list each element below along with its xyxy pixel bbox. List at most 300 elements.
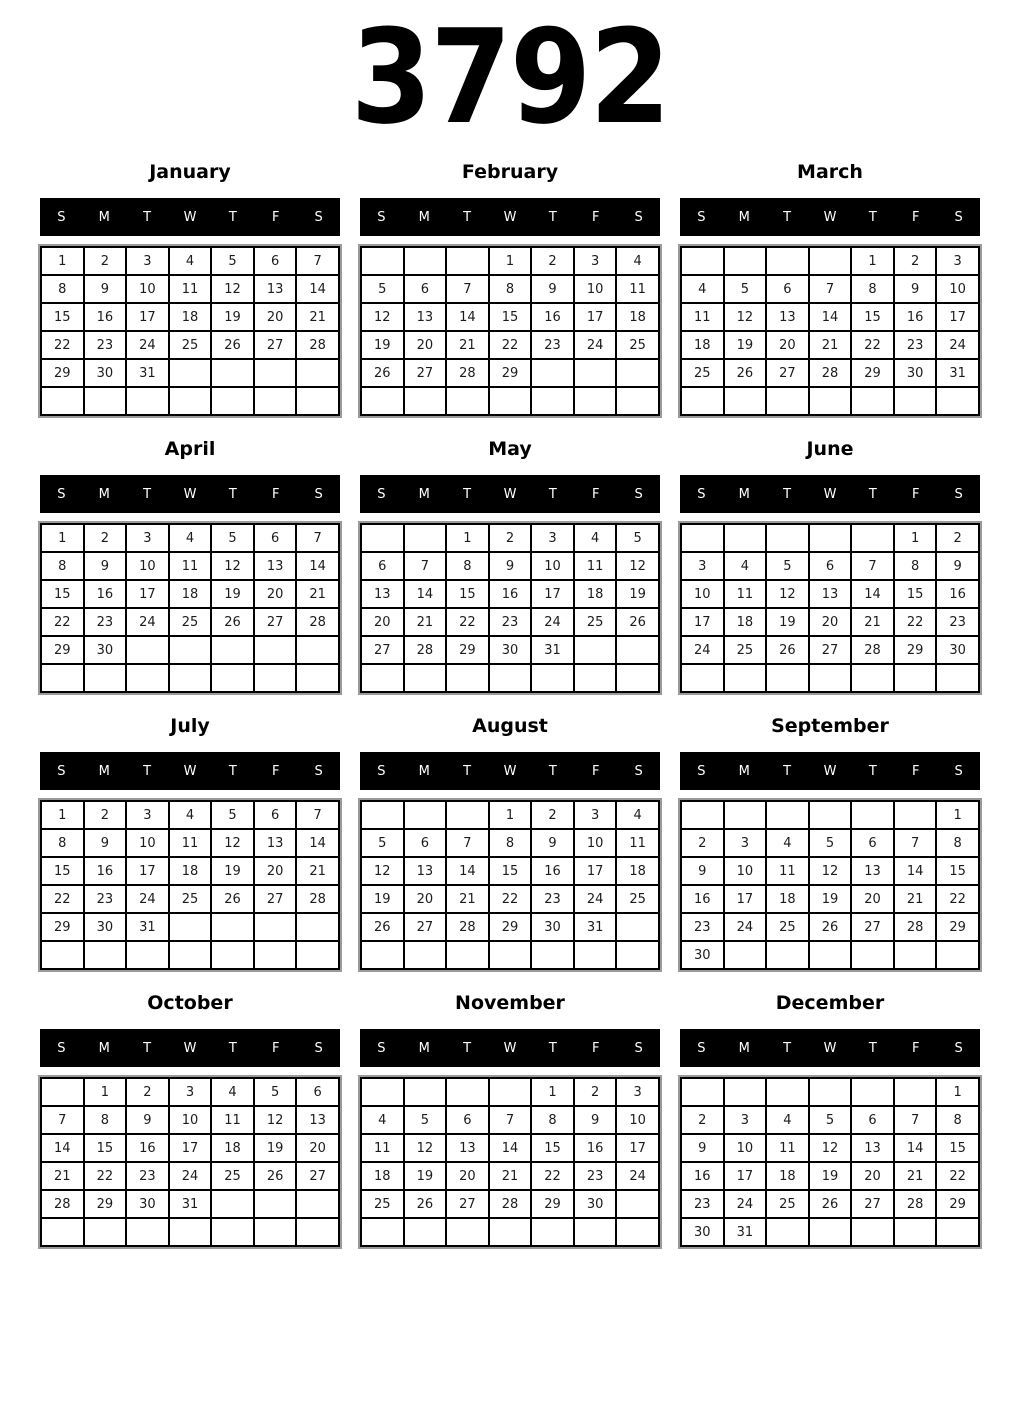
weekday-header <box>40 475 340 513</box>
week-row <box>41 608 339 636</box>
day-cell: 5 <box>724 275 767 303</box>
week-row <box>361 857 659 885</box>
day-cell <box>574 387 617 415</box>
week-row <box>41 1190 339 1218</box>
weekday-label: W <box>503 763 517 779</box>
day-cell: 21 <box>404 608 447 636</box>
day-cell: 3 <box>724 1106 767 1134</box>
week-row <box>361 580 659 608</box>
week-row <box>681 552 979 580</box>
month-title: April <box>164 438 216 460</box>
week-row <box>41 829 339 857</box>
weekday-label: T <box>548 209 557 225</box>
day-cell: 2 <box>681 1106 724 1134</box>
week-row <box>681 303 979 331</box>
weekday-label: S <box>697 209 706 225</box>
day-cell: 6 <box>809 552 852 580</box>
day-cell: 25 <box>616 331 659 359</box>
day-cell: 30 <box>84 913 127 941</box>
day-cell <box>489 1218 532 1246</box>
day-cell: 14 <box>446 857 489 885</box>
weekday-label: T <box>143 1040 152 1056</box>
weekday-label: T <box>143 486 152 502</box>
day-cell <box>169 387 212 415</box>
day-cell: 21 <box>41 1162 84 1190</box>
month-title: December <box>775 992 885 1014</box>
day-cell: 8 <box>41 275 84 303</box>
day-cell <box>851 801 894 829</box>
weekday-label: W <box>823 1040 837 1056</box>
day-cell: 15 <box>41 303 84 331</box>
day-cell: 8 <box>894 552 937 580</box>
day-cell: 22 <box>41 608 84 636</box>
week-row <box>41 524 339 552</box>
weekday-label: M <box>98 1040 110 1056</box>
day-cell <box>724 664 767 692</box>
day-cell: 5 <box>404 1106 447 1134</box>
day-cell <box>211 913 254 941</box>
week-row <box>361 247 659 275</box>
day-cell: 21 <box>894 1162 937 1190</box>
day-cell <box>574 1218 617 1246</box>
day-cell <box>211 387 254 415</box>
weekday-label: S <box>377 209 386 225</box>
day-cell: 13 <box>809 580 852 608</box>
day-cell: 16 <box>126 1134 169 1162</box>
day-cell: 1 <box>531 1078 574 1106</box>
day-cell: 27 <box>254 885 297 913</box>
day-cell <box>809 247 852 275</box>
dates-table <box>40 800 340 970</box>
month-title: March <box>797 161 863 183</box>
weekday-label: M <box>738 763 750 779</box>
week-row <box>41 1106 339 1134</box>
day-cell: 17 <box>724 1162 767 1190</box>
day-cell: 16 <box>681 885 724 913</box>
day-cell: 14 <box>894 1134 937 1162</box>
day-cell: 20 <box>766 331 809 359</box>
weekday-label: T <box>783 486 792 502</box>
day-cell: 11 <box>766 857 809 885</box>
weekday-label: M <box>418 1040 430 1056</box>
weekday-label: S <box>377 763 386 779</box>
day-cell: 30 <box>126 1190 169 1218</box>
day-cell <box>169 1218 212 1246</box>
day-cell: 25 <box>574 608 617 636</box>
day-cell <box>361 247 404 275</box>
day-cell: 9 <box>84 829 127 857</box>
day-cell: 21 <box>296 580 339 608</box>
day-cell <box>169 664 212 692</box>
day-cell: 22 <box>41 885 84 913</box>
day-cell: 6 <box>254 801 297 829</box>
day-cell: 2 <box>531 247 574 275</box>
day-cell: 28 <box>41 1190 84 1218</box>
day-cell <box>809 1078 852 1106</box>
day-cell: 18 <box>574 580 617 608</box>
weekday-label: T <box>548 763 557 779</box>
day-cell: 29 <box>851 359 894 387</box>
day-cell <box>574 664 617 692</box>
day-cell: 23 <box>84 331 127 359</box>
month-october <box>40 991 340 1247</box>
day-cell: 3 <box>574 801 617 829</box>
day-cell <box>851 1218 894 1246</box>
day-cell: 11 <box>616 829 659 857</box>
day-cell: 20 <box>851 885 894 913</box>
day-cell: 24 <box>681 636 724 664</box>
weekday-header <box>40 1029 340 1067</box>
dates-table <box>360 523 660 693</box>
day-cell: 1 <box>84 1078 127 1106</box>
day-cell: 22 <box>894 608 937 636</box>
day-cell <box>489 664 532 692</box>
day-cell <box>724 247 767 275</box>
day-cell: 22 <box>41 331 84 359</box>
day-cell: 24 <box>724 1190 767 1218</box>
day-cell: 27 <box>404 359 447 387</box>
week-row <box>41 580 339 608</box>
day-cell: 18 <box>766 1162 809 1190</box>
day-cell <box>681 524 724 552</box>
day-cell: 5 <box>809 1106 852 1134</box>
day-cell: 29 <box>84 1190 127 1218</box>
day-cell <box>724 387 767 415</box>
day-cell: 26 <box>724 359 767 387</box>
day-cell: 1 <box>936 801 979 829</box>
day-cell: 29 <box>936 913 979 941</box>
day-cell <box>404 664 447 692</box>
weekday-label: S <box>954 763 963 779</box>
day-cell <box>809 941 852 969</box>
week-row <box>681 275 979 303</box>
day-cell: 27 <box>361 636 404 664</box>
day-cell: 8 <box>936 1106 979 1134</box>
day-cell: 9 <box>84 552 127 580</box>
week-row <box>361 801 659 829</box>
day-cell: 9 <box>936 552 979 580</box>
day-cell: 19 <box>361 885 404 913</box>
day-cell: 14 <box>296 275 339 303</box>
day-cell: 7 <box>404 552 447 580</box>
day-cell <box>574 359 617 387</box>
day-cell: 16 <box>84 857 127 885</box>
weekday-label: F <box>271 1040 280 1056</box>
day-cell: 8 <box>936 829 979 857</box>
day-cell: 5 <box>361 829 404 857</box>
day-cell <box>254 664 297 692</box>
week-row <box>681 913 979 941</box>
week-row <box>41 1218 339 1246</box>
day-cell: 27 <box>296 1162 339 1190</box>
weekday-label: S <box>634 209 643 225</box>
day-cell: 10 <box>936 275 979 303</box>
day-cell <box>851 664 894 692</box>
day-cell: 5 <box>211 247 254 275</box>
day-cell: 6 <box>254 524 297 552</box>
weekday-label: S <box>314 486 323 502</box>
day-cell: 30 <box>936 636 979 664</box>
day-cell <box>724 801 767 829</box>
day-cell: 18 <box>724 608 767 636</box>
day-cell: 22 <box>489 885 532 913</box>
weekday-label: T <box>463 763 472 779</box>
day-cell: 22 <box>531 1162 574 1190</box>
day-cell <box>296 664 339 692</box>
weekday-label: S <box>314 763 323 779</box>
day-cell: 4 <box>724 552 767 580</box>
day-cell <box>766 1218 809 1246</box>
weekday-label: S <box>954 486 963 502</box>
day-cell: 29 <box>41 636 84 664</box>
day-cell: 13 <box>851 1134 894 1162</box>
day-cell: 25 <box>169 331 212 359</box>
day-cell <box>489 941 532 969</box>
month-december <box>680 991 980 1247</box>
day-cell: 28 <box>404 636 447 664</box>
day-cell: 26 <box>616 608 659 636</box>
weekday-label: T <box>783 209 792 225</box>
day-cell: 28 <box>809 359 852 387</box>
month-title: October <box>147 992 233 1014</box>
day-cell: 7 <box>446 275 489 303</box>
day-cell: 11 <box>211 1106 254 1134</box>
month-august <box>360 714 660 970</box>
day-cell: 28 <box>894 913 937 941</box>
day-cell: 27 <box>446 1190 489 1218</box>
weekday-header <box>680 198 980 236</box>
day-cell: 15 <box>446 580 489 608</box>
day-cell: 2 <box>84 801 127 829</box>
week-row <box>361 913 659 941</box>
day-cell: 23 <box>574 1162 617 1190</box>
weekday-label: T <box>868 209 877 225</box>
day-cell <box>894 1218 937 1246</box>
month-september <box>680 714 980 970</box>
day-cell: 18 <box>211 1134 254 1162</box>
day-cell: 25 <box>724 636 767 664</box>
day-cell <box>211 941 254 969</box>
weekday-label: M <box>418 209 430 225</box>
day-cell: 5 <box>211 524 254 552</box>
week-row <box>681 857 979 885</box>
day-cell <box>574 636 617 664</box>
day-cell: 15 <box>894 580 937 608</box>
day-cell: 12 <box>211 829 254 857</box>
day-cell: 1 <box>41 801 84 829</box>
day-cell <box>616 359 659 387</box>
day-cell <box>126 1218 169 1246</box>
day-cell: 17 <box>531 580 574 608</box>
weekday-label: W <box>823 486 837 502</box>
week-row <box>681 636 979 664</box>
day-cell: 3 <box>616 1078 659 1106</box>
day-cell: 24 <box>126 331 169 359</box>
day-cell <box>404 387 447 415</box>
week-row <box>361 664 659 692</box>
day-cell: 7 <box>446 829 489 857</box>
day-cell: 16 <box>936 580 979 608</box>
day-cell <box>936 387 979 415</box>
day-cell <box>936 941 979 969</box>
day-cell: 5 <box>211 801 254 829</box>
day-cell: 31 <box>169 1190 212 1218</box>
week-row <box>361 359 659 387</box>
day-cell: 5 <box>361 275 404 303</box>
day-cell <box>169 913 212 941</box>
day-cell: 18 <box>616 857 659 885</box>
day-cell: 8 <box>489 275 532 303</box>
day-cell: 4 <box>681 275 724 303</box>
day-cell <box>404 524 447 552</box>
day-cell <box>254 636 297 664</box>
day-cell <box>254 1218 297 1246</box>
weekday-label: M <box>98 486 110 502</box>
day-cell: 19 <box>616 580 659 608</box>
day-cell <box>809 387 852 415</box>
weekday-label: W <box>183 763 197 779</box>
week-row <box>361 331 659 359</box>
day-cell: 8 <box>84 1106 127 1134</box>
day-cell: 16 <box>531 303 574 331</box>
weekday-label: T <box>143 763 152 779</box>
day-cell <box>254 1190 297 1218</box>
year-title-text: 3792 <box>350 1 670 153</box>
weekday-label: M <box>98 209 110 225</box>
week-row <box>361 1190 659 1218</box>
weekday-label: T <box>228 763 237 779</box>
day-cell: 11 <box>169 275 212 303</box>
weekday-label: W <box>503 486 517 502</box>
weekday-label: S <box>697 486 706 502</box>
day-cell: 13 <box>254 552 297 580</box>
weekday-label: M <box>738 486 750 502</box>
day-cell <box>616 636 659 664</box>
day-cell <box>531 941 574 969</box>
day-cell: 24 <box>126 885 169 913</box>
day-cell: 13 <box>404 303 447 331</box>
day-cell: 31 <box>936 359 979 387</box>
day-cell: 20 <box>254 580 297 608</box>
day-cell <box>404 941 447 969</box>
day-cell: 23 <box>531 331 574 359</box>
day-cell: 14 <box>851 580 894 608</box>
day-cell <box>41 664 84 692</box>
day-cell: 20 <box>446 1162 489 1190</box>
weekday-label: T <box>143 209 152 225</box>
day-cell <box>169 359 212 387</box>
day-cell <box>681 1078 724 1106</box>
day-cell <box>766 801 809 829</box>
day-cell <box>936 664 979 692</box>
month-june <box>680 437 980 693</box>
day-cell <box>446 801 489 829</box>
day-cell: 14 <box>489 1134 532 1162</box>
dates-table <box>680 246 980 416</box>
day-cell: 3 <box>126 524 169 552</box>
day-cell <box>766 247 809 275</box>
week-row <box>681 359 979 387</box>
day-cell: 28 <box>894 1190 937 1218</box>
day-cell <box>296 387 339 415</box>
day-cell: 7 <box>894 1106 937 1134</box>
day-cell: 27 <box>254 608 297 636</box>
weekday-label: W <box>503 1040 517 1056</box>
week-row <box>361 1078 659 1106</box>
day-cell: 9 <box>681 857 724 885</box>
day-cell: 31 <box>126 913 169 941</box>
day-cell: 16 <box>84 303 127 331</box>
dates-table <box>680 523 980 693</box>
week-row <box>681 1106 979 1134</box>
day-cell: 11 <box>681 303 724 331</box>
day-cell: 15 <box>41 580 84 608</box>
day-cell <box>616 941 659 969</box>
day-cell <box>851 941 894 969</box>
weekday-label: F <box>911 1040 920 1056</box>
day-cell: 6 <box>851 1106 894 1134</box>
day-cell <box>574 941 617 969</box>
day-cell: 25 <box>169 608 212 636</box>
day-cell: 16 <box>681 1162 724 1190</box>
day-cell: 4 <box>211 1078 254 1106</box>
day-cell: 2 <box>574 1078 617 1106</box>
week-row <box>681 387 979 415</box>
weekday-label: F <box>911 209 920 225</box>
day-cell: 5 <box>254 1078 297 1106</box>
day-cell: 6 <box>766 275 809 303</box>
day-cell <box>616 913 659 941</box>
day-cell: 29 <box>936 1190 979 1218</box>
day-cell: 16 <box>84 580 127 608</box>
weekday-label: F <box>591 209 600 225</box>
day-cell: 3 <box>936 247 979 275</box>
week-row <box>361 1162 659 1190</box>
weekday-label: T <box>868 486 877 502</box>
month-title: November <box>455 992 565 1014</box>
day-cell: 17 <box>574 857 617 885</box>
day-cell: 15 <box>936 1134 979 1162</box>
day-cell <box>404 1078 447 1106</box>
day-cell: 13 <box>404 857 447 885</box>
day-cell: 8 <box>851 275 894 303</box>
weekday-label: T <box>463 486 472 502</box>
day-cell: 10 <box>616 1106 659 1134</box>
dates-table <box>680 1077 980 1247</box>
day-cell <box>894 387 937 415</box>
weekday-label: S <box>697 763 706 779</box>
day-cell <box>616 387 659 415</box>
day-cell: 21 <box>489 1162 532 1190</box>
day-cell: 5 <box>616 524 659 552</box>
day-cell: 24 <box>936 331 979 359</box>
dates-table <box>680 800 980 970</box>
year-title <box>0 1 1020 153</box>
day-cell: 26 <box>254 1162 297 1190</box>
day-cell: 19 <box>766 608 809 636</box>
day-cell: 26 <box>809 1190 852 1218</box>
day-cell: 30 <box>84 359 127 387</box>
day-cell: 3 <box>574 247 617 275</box>
day-cell <box>894 664 937 692</box>
month-march <box>680 160 980 416</box>
day-cell: 21 <box>446 331 489 359</box>
weekday-label: T <box>783 1040 792 1056</box>
day-cell: 12 <box>361 303 404 331</box>
day-cell <box>296 1218 339 1246</box>
day-cell <box>809 524 852 552</box>
day-cell <box>254 941 297 969</box>
